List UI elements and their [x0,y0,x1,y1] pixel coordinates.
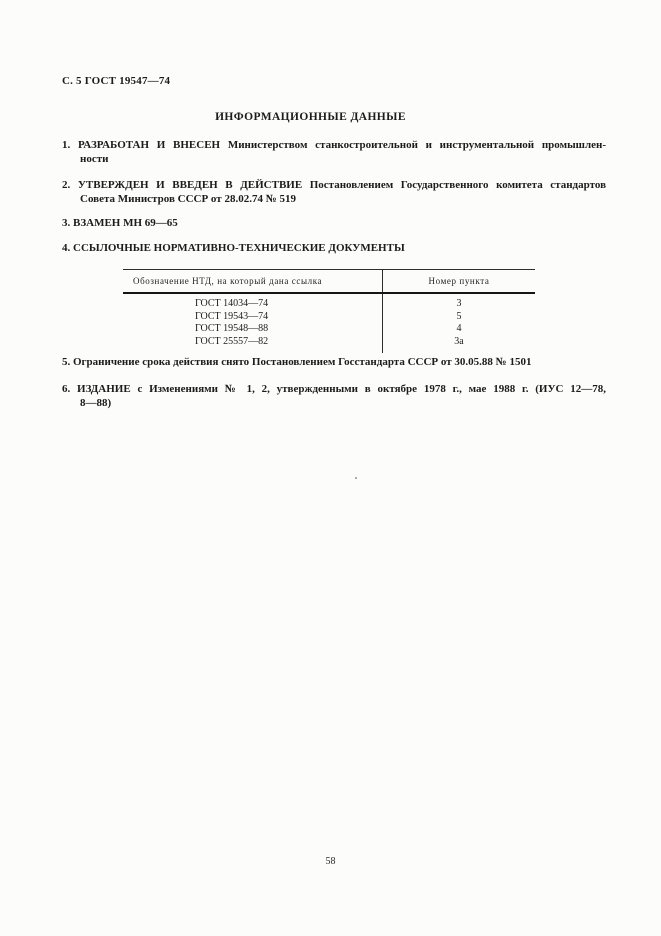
item-line [62,216,606,230]
page-number: 58 [325,856,336,867]
item-text: РАЗРАБОТАН И ВНЕСЕН Министерством станкостроительной и инструментальной промышлен- [77,139,607,151]
item-number: 1. [62,139,71,151]
item-continuation-line: ности [80,153,109,165]
item-4-reference-docs [62,241,606,255]
item-number: 5. [62,356,71,368]
item-5-limitation-removed [62,355,606,369]
scan-artifact-dot [355,477,357,479]
document-title: ИНФОРМАЦИОННЫЕ ДАННЫЕ [215,111,406,123]
th-punkt-number: Номер пункта [428,276,490,286]
item-line [62,241,606,255]
item-number: 2. [62,179,71,191]
item-continuation-line: 8—88) [80,397,112,409]
reference-table [123,269,535,353]
item-6-edition [62,382,606,410]
cell-punkt: 4 [456,323,462,334]
item-text: ССЫЛОЧНЫЕ НОРМАТИВНО-ТЕХНИЧЕСКИЕ ДОКУМЕНТЫ [73,242,405,254]
item-text: ИЗДАНИЕ с Изменениями № 1, 2, утвержденными в октябре 1978 г., мае 1988 г. (ИУС 12—78, [77,383,607,395]
item-number: 6. [62,383,71,395]
cell-ntd: ГОСТ 14034—74 [123,294,383,311]
item-text: ВЗАМЕН МН 69—65 [73,217,178,229]
item-2-approved [62,178,606,206]
table-body [123,294,535,353]
cell-ntd: ГОСТ 19543—74 [123,311,383,324]
table-row [123,294,535,311]
item-text: Ограничение срока действия снято Постановлением Госстандарта СССР от 30.05.88 № 1501 [73,356,532,368]
cell-punkt: 3а [454,335,464,347]
table-row [123,323,535,336]
table-row [123,311,535,324]
item-number: 4. [62,242,71,254]
item-line [62,178,606,192]
page-header-label: С. 5 ГОСТ 19547—74 [62,75,171,87]
item-line [62,355,606,369]
item-line [62,382,606,396]
cell-ntd: ГОСТ 19548—88 [123,323,383,336]
cell-punkt: 3 [456,298,462,309]
th-ntd-designation: Обозначение НТД, на который дана ссылка [123,270,383,292]
item-continuation-line: Совета Министров СССР от 28.02.74 № 519 [80,193,296,205]
item-number: 3. [62,217,71,229]
item-text: УТВЕРЖДЕН И ВВЕДЕН В ДЕЙСТВИЕ Постановлением Государственного комитета стандартов [77,179,607,191]
item-1-developed [62,138,606,166]
item-line [62,138,606,152]
cell-ntd: ГОСТ 25557—82 [123,336,383,354]
table-row [123,336,535,354]
table-header-row [123,270,535,294]
cell-punkt: 5 [456,310,462,322]
item-3-replaces [62,216,606,230]
